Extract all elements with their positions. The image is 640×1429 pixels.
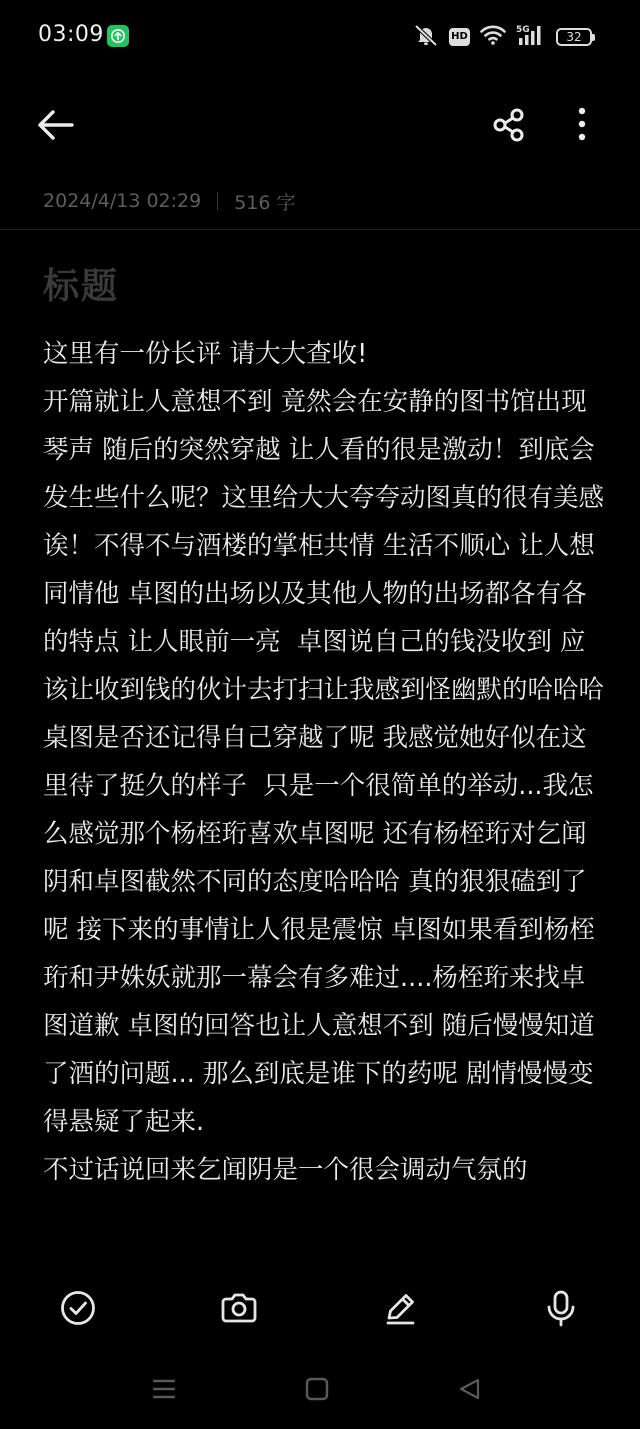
signal-5g-icon [516,23,546,51]
voice-input-button[interactable] [539,1286,583,1330]
pen-icon [380,1288,420,1328]
network-label: 5G [516,25,530,35]
share-icon [486,102,532,148]
home-square-icon [304,1376,330,1402]
camera-button[interactable] [217,1286,261,1330]
mute-bell-icon [413,23,439,51]
battery-icon: 32 [556,28,592,46]
editor-toolbar [0,1276,640,1340]
system-back-button[interactable] [455,1374,485,1404]
recents-button[interactable] [149,1374,179,1404]
note-body-scroll[interactable] [0,330,640,1265]
note-datetime: 2024/4/13 02:29 [43,190,202,212]
meta-divider [217,192,218,210]
camera-icon [219,1288,259,1328]
checklist-button[interactable] [56,1286,100,1330]
pen-button[interactable] [378,1286,422,1330]
word-count: 516 字 [234,191,296,214]
header-divider [0,229,640,230]
status-bar [0,0,640,74]
back-triangle-icon [457,1376,483,1402]
note-meta [43,186,296,216]
note-title-input[interactable]: 标题 [43,266,120,307]
status-icons [413,24,592,50]
share-button[interactable] [486,102,532,148]
arrow-left-icon [32,104,80,146]
body-fade-overlay [0,1235,640,1267]
back-button[interactable] [32,104,80,146]
recents-menu-icon [151,1376,177,1402]
microphone-icon [541,1288,581,1328]
more-vertical-icon [562,102,602,148]
home-button[interactable] [302,1374,332,1404]
checklist-icon [58,1288,98,1328]
green-upload-badge-icon [107,25,129,47]
hd-icon: HD [449,28,470,46]
top-app-bar [0,92,640,158]
status-time: 03:09 [38,22,104,47]
system-navigation-bar [0,1360,640,1420]
wifi-icon [480,25,506,49]
more-options-button[interactable] [562,102,602,148]
note-body-text[interactable]: 这里有一份长评 请大大查收! 开篇就让人意想不到 竟然会在安静的图书馆出现琴声 随后的突然穿越 让人看的很是激动！到底会发生些什么呢？这里给大大夸夸动图真的很有美感诶！不得不与酒楼的掌柜共情 生活不顺心 让人想同情他 卓图的出场以及其他人物的出场都各有各的特点 让人眼前一亮 卓图说自己的钱没收到 应该让收到钱的伙计去打扫让我感到怪幽默的哈哈哈 桌图是否还记得自己穿越了呢 我感觉她好似在这里待了挺久的样子 只是一个很简单的举动...我怎么感觉那个杨桎珩喜欢卓图呢 还有杨桎珩对乞闻阴和卓图截然不同的态度哈哈哈 真的狠狠磕到了呢 接下来的事情让人很是震惊 卓图如果看到杨桎珩和尹姝妖就那一幕会有多难过....杨桎珩来找卓图道歉 卓图的回答也让人意想不到 随后慢慢知道了酒的问题... 那么到底是谁下的药呢 剧情慢慢变得悬疑了起来. 不过话说回来乞闻阴是一个很会调动气氛的 [43,339,605,1185]
